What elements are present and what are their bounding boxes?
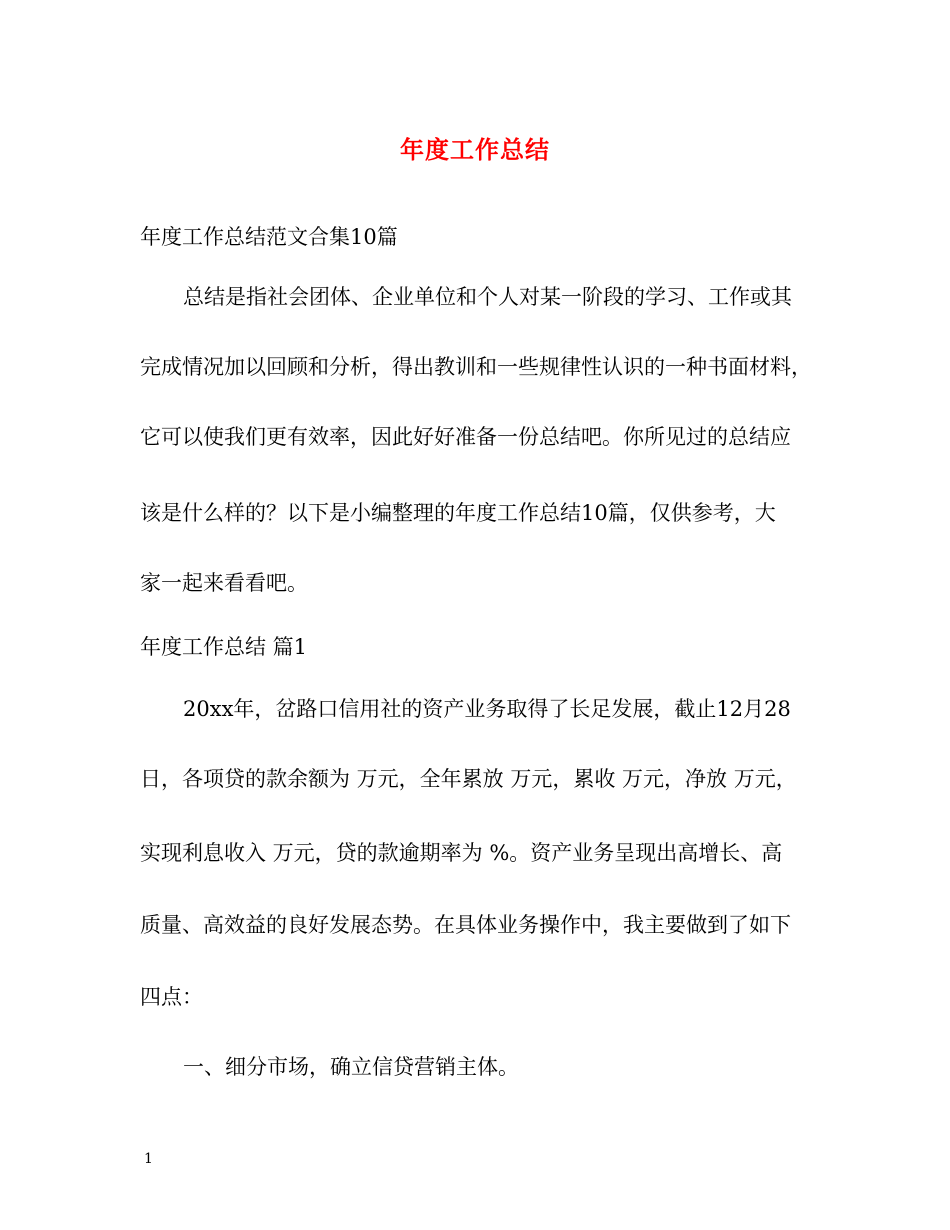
document-subtitle: 年度工作总结范文合集10篇 xyxy=(140,225,398,249)
section-line-5: 四点： xyxy=(140,985,203,1009)
intro-line-1: 总结是指社会团体、企业单位和个人对某一阶段的学习、工作或其 xyxy=(183,285,792,309)
point-one: 一、细分市场，确立信贷营销主体。 xyxy=(183,1055,519,1079)
intro-line-3: 它可以使我们更有效率，因此好好准备一份总结吧。你所见过的总结应 xyxy=(140,425,791,449)
page-number: 1 xyxy=(144,1151,153,1167)
section-line-4: 质量、高效益的良好发展态势。在具体业务操作中，我主要做到了如下 xyxy=(140,913,791,937)
intro-line-5: 家一起来看看吧。 xyxy=(140,571,308,595)
section-line-2: 日，各项贷的款余额为 万元，全年累放 万元，累收 万元，净放 万元， xyxy=(140,767,797,791)
document-title: 年度工作总结 xyxy=(400,135,550,164)
intro-line-2: 完成情况加以回顾和分析，得出教训和一些规律性认识的一种书面材料， xyxy=(140,355,812,379)
section-heading: 年度工作总结 篇1 xyxy=(140,635,308,659)
section-line-3: 实现利息收入 万元，贷的款逾期率为 %。资产业务呈现出高增长、高 xyxy=(140,841,783,865)
section-line-1: 20xx年，岔路口信用社的资产业务取得了长足发展，截止12月28 xyxy=(183,697,791,721)
intro-line-4: 该是什么样的？以下是小编整理的年度工作总结10篇，仅供参考，大 xyxy=(140,501,776,525)
